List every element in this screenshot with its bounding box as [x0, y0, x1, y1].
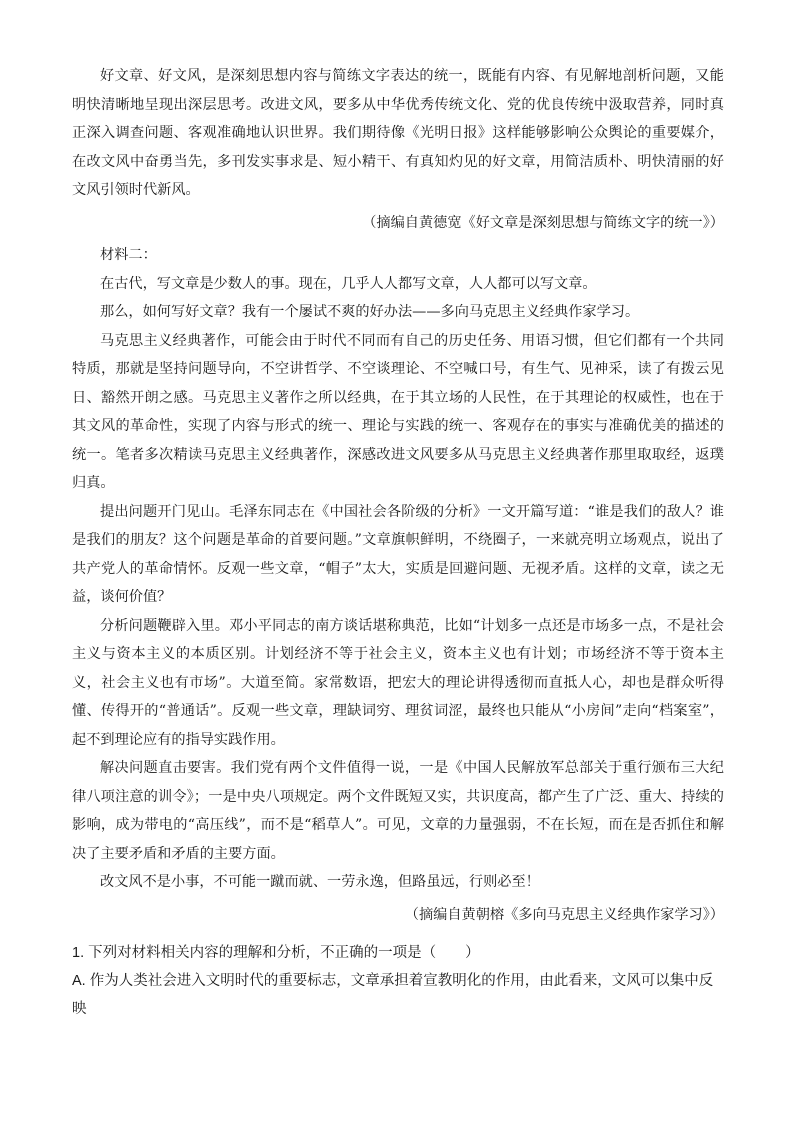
- document-page: [72, 62, 724, 1023]
- material-two-paragraph: 改文风不是小事，不可能一蹴而就、一劳永逸，但路虽远，行则必至！: [100, 874, 540, 890]
- material-two-paragraph: 解决问题直击要害。我们党有两个文件值得一说，一是《中国人民解放军总部关于重行颁布三大纪律八项注意的训令》；一是中央八项规定。两个文件既短又实，共识度高，都产生了广泛、重大、持续的影响，成为带电的“高压线”，而不是“稻草人”。可见，文章的力量强弱，不在长短，而在是否抓住和解决了主要矛盾和矛盾的主要方面。: [72, 760, 724, 862]
- material-two-label: 材料二：: [100, 247, 157, 263]
- material-two-source: （摘编自黄朝榕《多向马克思主义经典作家学习》）: [404, 906, 724, 923]
- question-stem: 1. 下列对材料相关内容的理解和分析，不正确的一项是（ ）: [72, 945, 480, 961]
- material-two-paragraph: 提出问题开门见山。毛泽东同志在《中国社会各阶级的分析》一文开篇写道：“谁是我们的敌人？谁是我们的朋友？这个问题是革命的首要问题。”文章旗帜鲜明，不绕圈子，一来就亮明立场观点，说出了共产党人的革命情怀。反观一些文章，“帽子”太大，实质是回避问题、无视矛盾。这样的文章，读之无益，谈何价值？: [72, 503, 724, 605]
- material-two-paragraph: 马克思主义经典著作，可能会由于时代不同而有自己的历史任务、用语习惯，但它们都有一个共同特质，那就是坚持问题导向，不空讲哲学、不空谈理论、不空喊口号，有生气、见神采，读了有拨云见日、豁然开朗之感。马克思主义著作之所以经典，在于其立场的人民性，在于其理论的权威性，也在于其文风的革命性，实现了内容与形式的统一、理论与实践的统一、客观存在的事实与准确优美的描述的统一。笔者多次精读马克思主义经典著作，深感改进文风要多从马克思主义经典著作那里取取经，返璞归真。: [72, 332, 724, 491]
- material-one-source: （摘编自黄德宽《好文章是深刻思想与简练文字的统一》）: [362, 214, 724, 231]
- material-two-paragraph: 在古代，写文章是少数人的事。现在，几乎人人都写文章，人人都可以写文章。: [100, 275, 597, 292]
- material-one-paragraph: 好文章、好文风，是深刻思想内容与简练文字表达的统一，既能有内容、有见解地剖析问题，又能明快清晰地呈现出深层思考。改进文风，要多从中华优秀传统文化、党的优良传统中汲取营养，同时真正深入调查问题、客观准确地认识世界。我们期待像《光明日报》这样能够影响公众舆论的重要媒介，在改文风中奋勇当先，多刊发实事求是、短小精干、有真知灼见的好文章，用简洁质朴、明快清丽的好文风引领时代新风。: [72, 68, 724, 198]
- question-option-a: A. 作为人类社会进入文明时代的重要标志，文章承担着宣教明化的作用，由此看来，文风可以集中反映: [72, 973, 714, 1017]
- material-two-paragraph: 那么，如何写好文章？我有一个屡试不爽的好办法——多向马克思主义经典作家学习。: [100, 304, 640, 320]
- material-two-paragraph: 分析问题鞭辟入里。邓小平同志的南方谈话堪称典范，比如“计划多一点还是市场多一点，不是社会主义与资本主义的本质区别。计划经济不等于社会主义，资本主义也有计划；市场经济不等于资本主义，社会主义也有市场”。大道至简。家常数语，把宏大的理论讲得透彻而直抵人心，却也是群众听得懂、传得开的“普通话”。反观一些文章，理缺词穷、理贫词涩，最终也只能从“小房间”走向“档案室”，起不到理论应有的指导实践作用。: [72, 617, 724, 748]
